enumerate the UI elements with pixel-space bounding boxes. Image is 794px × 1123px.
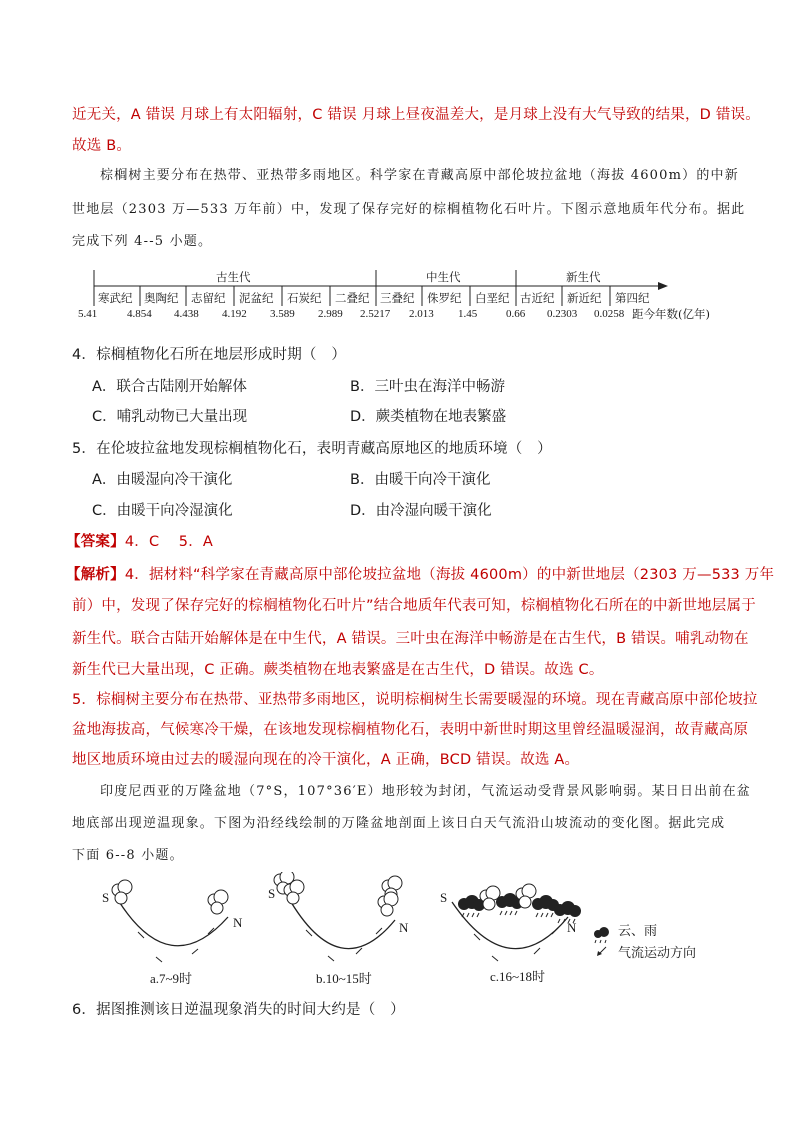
era-label: 新生代	[566, 270, 601, 284]
label-n: N	[399, 920, 409, 935]
period-label: 白垩纪	[475, 291, 510, 305]
analysis-line	[66, 563, 774, 584]
flow-arrow-icon	[474, 934, 480, 940]
analysis-line: 新生代。联合古陆开始解体是在中生代，A 错误。三叶虫在海洋中畅游是在古生代，B 错误。哺乳动物在	[72, 631, 749, 647]
era-label: 古生代	[216, 270, 251, 284]
prev-explanation-line: 故选 B。	[72, 138, 132, 154]
geologic-timeline	[78, 266, 726, 322]
answer-tag: 【答案】	[66, 534, 125, 550]
flow-arrow-icon	[492, 956, 498, 961]
cloud-icon	[480, 886, 500, 910]
period-label: 三叠纪	[380, 291, 415, 305]
panel-a-profile	[112, 880, 228, 962]
q5-option-b[interactable]: B．由暖干向冷干演化	[350, 472, 491, 488]
intro-6-8-line: 印度尼西亚的万隆盆地（7°S，107°36′E）地形较为封闭，气流运动受背景风影响弱。某日日出前在盆	[100, 784, 751, 799]
period-label: 奥陶纪	[144, 291, 179, 305]
panel-caption-b: b.10~15时	[316, 971, 372, 986]
q4-option-c[interactable]: C．哺乳动物已大量出现	[92, 409, 248, 425]
intro-6-8-line: 下面 6--8 小题。	[72, 848, 184, 863]
q4-option-d[interactable]: D．蕨类植物在地表繁盛	[350, 409, 507, 425]
q4-option-a[interactable]: A．联合古陆刚开始解体	[92, 379, 247, 395]
period-label: 志留纪	[191, 291, 226, 305]
age-value: 2.013	[409, 308, 434, 320]
analysis-line: 盆地海拔高，气候寒冷干燥，在该地发现棕榈植物化石，表明中新世时期这里曾经温暖湿润，故青藏高原	[72, 722, 749, 738]
flow-arrow-icon	[552, 928, 558, 934]
intro-4-5-line: 完成下列 4--5 小题。	[72, 234, 213, 249]
age-value: 2.989	[318, 308, 343, 320]
cloud-icon	[378, 892, 398, 916]
age-value: 0.2303	[547, 308, 578, 320]
prev-explanation-line: 近无关，A 错误 月球上有太阳辐射，C 错误 月球上昼夜温差大，是月球上没有大气导致的结果，D 错误。	[72, 107, 760, 123]
age-value: 5.41	[78, 308, 98, 320]
age-value: 4.192	[222, 308, 247, 320]
period-label: 二叠纪	[335, 291, 370, 305]
age-value: 1.45	[458, 308, 478, 320]
label-n: N	[233, 915, 243, 930]
label-s: S	[440, 890, 448, 905]
q5-option-c[interactable]: C．由暖干向冷湿演化	[92, 503, 233, 519]
intro-4-5-line: 棕榈树主要分布在热带、亚热带多雨地区。科学家在青藏高原中部伦坡拉盆地（海拔 4600m）的中新	[100, 168, 739, 183]
period-label: 石炭纪	[287, 291, 322, 305]
question-6-stem: 6．据图推测该日逆温现象消失的时间大约是（ ）	[72, 1002, 405, 1018]
panel-b-profile	[274, 872, 402, 961]
analysis-line: 地区地质环境由过去的暖湿向现在的冷干演化，A 正确，BCD 错误。故选 A。	[72, 752, 580, 768]
q5-option-a[interactable]: A．由暖湿向冷干演化	[92, 472, 233, 488]
age-value: 3.589	[270, 308, 295, 320]
analysis-line: 前）中，发现了保存完好的棕榈植物化石叶片”结合地质年代表可知，棕榈植物化石所在的中新世地层属于	[72, 598, 756, 614]
period-label: 泥盆纪	[239, 291, 274, 305]
analysis-line: 新生代已大量出现，C 正确。蕨类植物在地表繁盛是在古生代，D 错误。故选 C。	[72, 662, 604, 678]
label-s: S	[268, 886, 276, 901]
period-label: 侏罗纪	[427, 291, 462, 305]
intro-4-5-line: 世地层（2303 万—533 万年前）中，发现了保存完好的棕榈植物化石叶片。下图示意地质年代分布。据此	[72, 202, 746, 217]
q4-option-b[interactable]: B．三叶虫在海洋中畅游	[350, 379, 505, 395]
cloud-icon	[112, 880, 132, 904]
question-4-stem: 4．棕榈植物化石所在地层形成时期（ ）	[72, 347, 347, 363]
axis-label: 距今年数(亿年)	[632, 307, 710, 321]
answer-line	[66, 530, 213, 551]
cloud-icon	[208, 890, 228, 914]
flow-arrow-icon	[534, 948, 540, 954]
panel-caption-c: c.16~18时	[490, 969, 546, 984]
label-n: N	[567, 920, 577, 935]
period-label: 寒武纪	[98, 291, 133, 305]
arrow-head-icon	[658, 282, 668, 290]
flow-arrow-icon	[306, 930, 312, 936]
basin-airflow-figure	[90, 872, 730, 992]
flow-arrow-icon	[328, 956, 334, 961]
legend-icons	[594, 927, 609, 956]
intro-6-8-line: 地底部出现逆温现象。下图为沿经线绘制的万隆盆地剖面上该日白天气流沿山坡流动的变化图。据此完成	[72, 816, 726, 831]
q5-option-d[interactable]: D．由冷湿向暖干演化	[350, 503, 492, 519]
question-5-stem: 5．在伦坡拉盆地发现棕榈植物化石，表明青藏高原地区的地质环境（ ）	[72, 441, 552, 457]
legend-flow-label: 气流运动方向	[618, 946, 697, 961]
analysis-line: 5．棕榈树主要分布在热带、亚热带多雨地区，说明棕榈树生长需要暖湿的环境。现在青藏高原中部伦坡拉	[72, 692, 758, 708]
panel-caption-a: a.7~9时	[150, 971, 193, 986]
age-value: 0.66	[506, 308, 526, 320]
flow-arrow-icon	[192, 949, 198, 954]
analysis-tag: 【解析】	[66, 567, 125, 583]
answer-text: 4．C 5．A	[124, 534, 214, 550]
period-label: 第四纪	[615, 291, 650, 305]
period-label: 古近纪	[520, 291, 555, 305]
flow-arrow-icon	[356, 948, 362, 954]
age-value: 0.0258	[594, 308, 625, 320]
flow-arrow-icon	[156, 957, 162, 962]
period-label: 新近纪	[567, 291, 602, 305]
analysis-text: 4．据材料“科学家在青藏高原中部伦坡拉盆地（海拔 4600m）的中新世地层（2303 万—533 万年	[124, 567, 775, 583]
era-label: 中生代	[426, 270, 461, 284]
age-value: 4.854	[127, 308, 152, 320]
flow-arrow-icon	[376, 928, 382, 934]
rain-cloud-icon	[532, 895, 559, 917]
panel-c-profile	[452, 884, 581, 961]
label-s: S	[102, 890, 110, 905]
age-value: 4.438	[174, 308, 199, 320]
flow-arrow-icon	[138, 932, 144, 938]
legend-cloud-label: 云、雨	[618, 924, 658, 939]
age-value: 2.5217	[360, 308, 391, 320]
